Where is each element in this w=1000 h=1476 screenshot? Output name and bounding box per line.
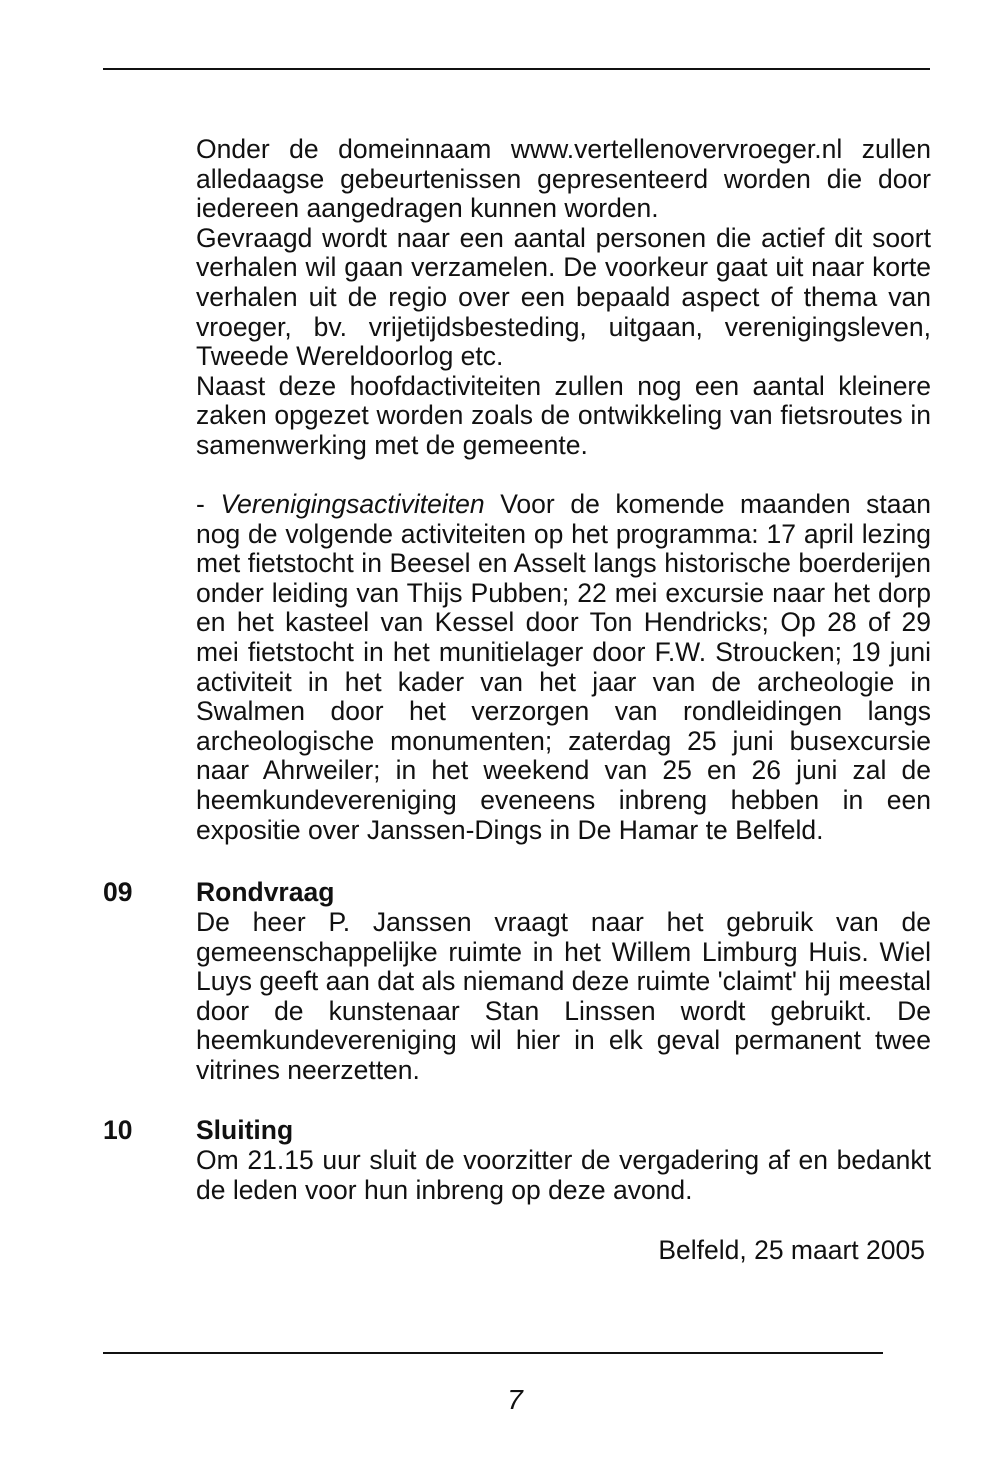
top-divider [103, 68, 930, 70]
intro-text [196, 135, 931, 461]
section-number-rondvraag: 09 [103, 877, 133, 907]
activities-text: Voor de komende maanden staan nog de volgende activiteiten op het programma: 17 april lezing met fietstocht in Beesel en Asselt langs historische boerderijen onder leiding van Thijs Pubben; 22 mei excursie naar het dorp en het kasteel van Kessel door Ton Hendricks; Op 28 of 29 mei fietstocht in het munitielager door F.W. Stroucken; 19 juni activiteit in het kader van het jaar van de archeologie in Swalmen door het verzorgen van rondleidingen langs archeologische monumenten; zaterdag 25 juni busexcursie naar Ahrweiler; in het weekend van 25 en 26 juni zal de heemkundevereniging eveneens inbreng hebben in een expositie over Janssen-Dings in De Hamar te Belfeld. [196, 489, 931, 845]
section-number-sluiting: 10 [103, 1115, 133, 1145]
activities-dash: - [196, 489, 221, 519]
bottom-divider [103, 1352, 883, 1354]
date-place-line: Belfeld, 25 maart 2005 [658, 1235, 925, 1265]
section-body-sluiting: Om 21.15 uur sluit de voorzitter de vergadering af en bedankt de leden voor hun inbreng op deze avond. [196, 1145, 931, 1205]
section-title-sluiting: Sluiting [196, 1115, 294, 1145]
page-number: 7 [507, 1384, 523, 1415]
intro-paragraph-website: Onder de domeinnaam www.vertellenovervroeger.nl zullen alledaagse gebeurtenissen gepresenteerd worden die door iedereen aangedragen kunnen worden. [196, 134, 931, 224]
activities-paragraph [196, 490, 931, 845]
section-title-rondvraag: Rondvraag [196, 877, 335, 907]
activities-label: Verenigingsactiviteiten [220, 489, 485, 519]
section-body-rondvraag: De heer P. Janssen vraagt naar het gebruik van de gemeenschappelijke ruimte in het Willem Limburg Huis. Wiel Luys geeft aan dat als niemand deze ruimte 'claimt' hij meestal door de kunstenaar Stan Linssen wordt gebruikt. De heemkundevereniging wil hier in elk geval permanent twee vitrines neerzetten. [196, 907, 931, 1085]
intro-paragraph-volunteers: Gevraagd wordt naar een aantal personen die actief dit soort verhalen wil gaan verzamelen. De voorkeur gaat uit naar korte verhalen uit de regio over een bepaald aspect of thema van vroeger, bv. vrijetijdsbesteding, uitgaan, verenigingsleven, Tweede Wereldoorlog etc. [196, 222, 931, 372]
intro-paragraph-side-activities: Naast deze hoofdactiviteiten zullen nog een aantal kleinere zaken opgezet worden zoals de ontwikkeling van fietsroutes in samenwerking met de gemeente. [196, 370, 931, 460]
